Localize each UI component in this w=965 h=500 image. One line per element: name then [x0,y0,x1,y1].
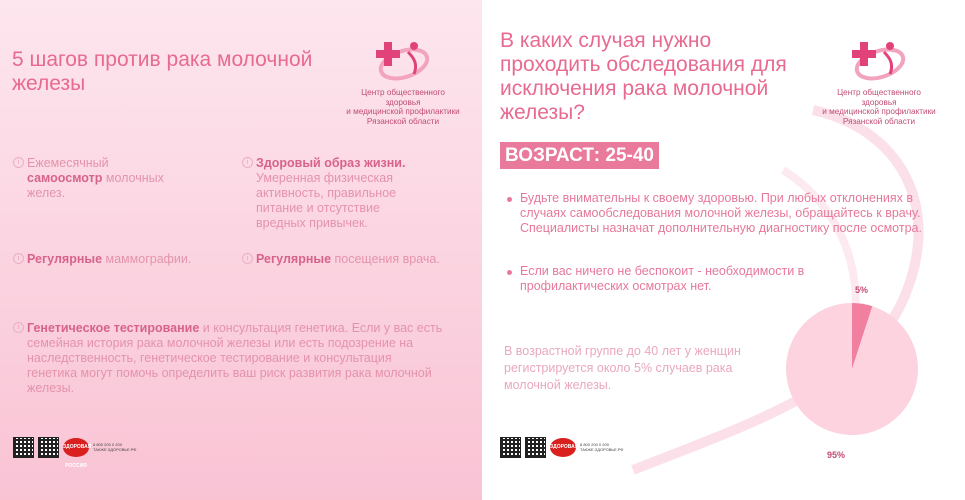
logo-caption: Центр общественного здоровья и медицинской профилактики Рязанской области [822,88,936,126]
left-panel [0,0,482,500]
healthy-russia-badge: ЗДОРОВАЯ РОССИЯ [63,438,89,457]
left-title: 5 шагов против рака молочной железы [12,48,313,95]
advice-bullet: Если вас ничего не беспокоит - необходимости в профилактических осмотрах нет. [520,264,805,293]
info-icon: i [13,157,24,168]
qr-code-icon [500,437,521,458]
footer-contacts: 8 800 200 0 200 ТАКЖЕ.ЗДОРОВЬЕ.РФ [93,442,137,452]
statistic-text: В возрастной группе до 40 лет у женщин регистрируется около 5% случаев рака молочной железы. [504,344,741,392]
pie-label-5: 5% [855,285,869,295]
info-icon: i [242,253,253,264]
organization-logo [343,36,463,126]
step-self-exam: Ежемесячный самоосмотр молочных желез. [27,156,164,200]
qr-code-icon [525,437,546,458]
footer-contacts: 8 800 200 0 200 ТАКЖЕ.ЗДОРОВЬЕ.РФ [580,442,624,452]
medical-cross-logo-icon [844,36,914,86]
healthy-russia-badge: ЗДОРОВАЯ РОССИЯ [550,438,576,457]
right-title: В каких случая нужно проходить обследования для исключения рака молочной железы? [500,29,787,124]
qr-code-icon [13,437,34,458]
footer [500,436,624,469]
step-mammography: Регулярные маммографии. [27,252,192,266]
info-icon: i [13,253,24,264]
medical-cross-logo-icon [368,36,438,86]
logo-caption: Центр общественного здоровья и медицинской профилактики Рязанской области [346,88,460,126]
right-panel [483,0,965,500]
advice-bullet: Будьте внимательны к своему здоровью. При любых отклонениях в случаях самообследования молочной железы, обращайтесь к врачу. Специалисты назначат дополнительную диагностику после осмотра. [520,191,922,235]
pie-chart [782,299,922,439]
step-genetic-testing: Генетическое тестирование и консультация генетика. Если у вас есть семейная история рака молочной железы или есть подозрение на наследственность, генетическое тестирование и консультация генетика могут помочь определить ваш риск развития рака молочной железы. [27,321,443,395]
pie-label-95: 95% [827,450,846,460]
bullet-dot [507,197,512,202]
info-icon: i [242,157,253,168]
bullet-dot [507,270,512,275]
age-label: ВОЗРАСТ: 25-40 [500,142,659,169]
step-healthy-lifestyle: Здоровый образ жизни. Умеренная физическая активность, правильное питание и отсутствие вредных привычек. [256,156,406,230]
organization-logo [819,36,939,126]
qr-code-icon [38,437,59,458]
footer [13,436,137,469]
info-icon: i [13,322,24,333]
pie-slice-1 [786,303,918,435]
step-doctor-visits: Регулярные посещения врача. [256,252,440,266]
